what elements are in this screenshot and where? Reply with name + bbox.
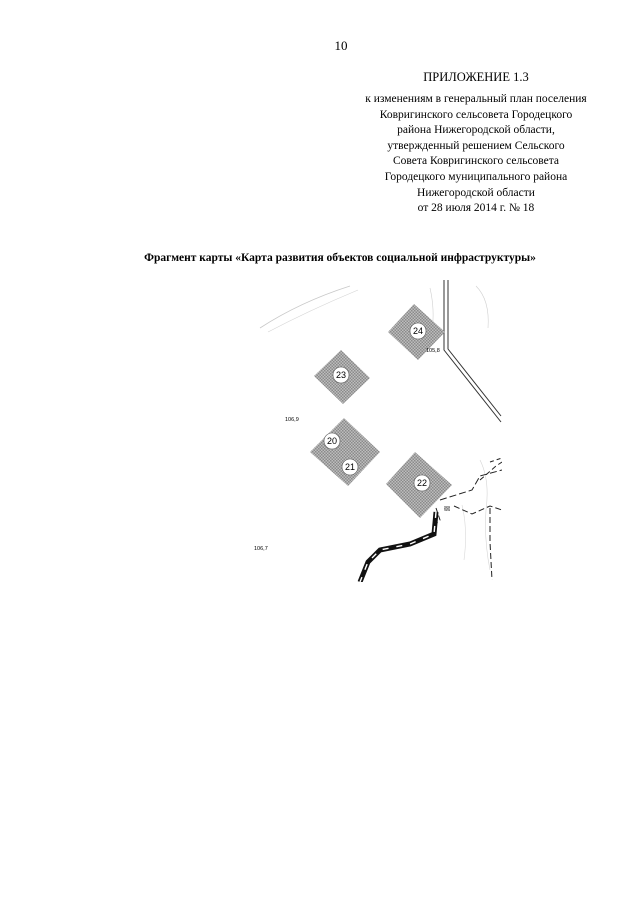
elevation-label: 106,7 (254, 546, 268, 552)
elevation-label: 105,8 (426, 348, 440, 354)
appendix-line: к изменениям в генеральный план поселения (365, 93, 587, 105)
contour-line (462, 505, 466, 560)
object-label: 23 (335, 370, 347, 380)
main-road-dash (360, 512, 436, 582)
map-title: Фрагмент карты «Карта развития объектов социальной инфраструктуры» (144, 252, 536, 264)
appendix-line: Городецкого муниципального района (384, 170, 568, 183)
appendix-line: утвержденный решением Сельского (387, 139, 565, 152)
boundary-line (480, 462, 502, 480)
appendix-line: от 28 июля 2014 г. № 18 (417, 202, 535, 215)
road-line (444, 280, 501, 422)
object-23 (314, 350, 370, 404)
object-label: 21 (344, 462, 356, 472)
contour-line (476, 286, 488, 328)
small-object (444, 506, 450, 511)
page-number: 10 (334, 38, 348, 53)
object-20-21 (310, 418, 380, 486)
contour-line (268, 290, 358, 332)
appendix-text (340, 92, 612, 217)
appendix-line: Нижегородской области (417, 186, 535, 199)
appendix-line: района Нижегородской области, (397, 124, 555, 137)
road-line (448, 280, 501, 416)
object-label: 24 (412, 326, 424, 336)
appendix-line: Ковригинского сельсовета Городецкого (379, 108, 573, 121)
boundary-line (454, 506, 502, 514)
map-fragment (240, 280, 502, 582)
elevation-label: 106,9 (285, 417, 299, 423)
contour-line (480, 460, 490, 570)
object-label: 22 (416, 478, 428, 488)
boundary-line (490, 508, 492, 580)
boundary-line (490, 458, 502, 462)
object-label: 20 (326, 436, 338, 446)
contour-line (260, 286, 350, 328)
appendix-title: ПРИЛОЖЕНИЕ 1.3 (423, 70, 529, 84)
object-22 (386, 452, 452, 518)
appendix-line: Совета Ковригинского сельсовета (392, 155, 560, 168)
